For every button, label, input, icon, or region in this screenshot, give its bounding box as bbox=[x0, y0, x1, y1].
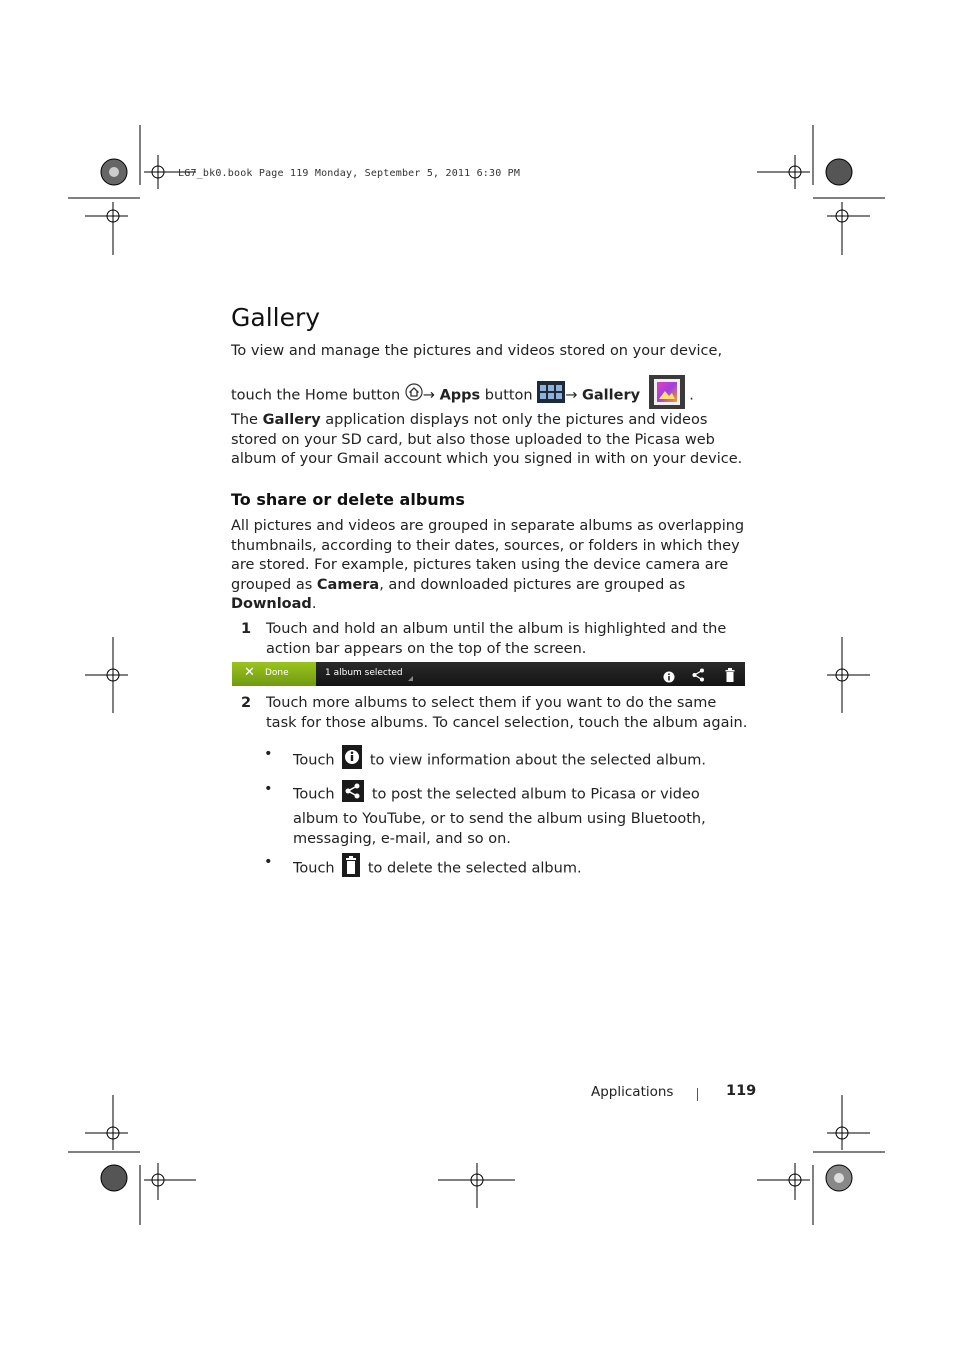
info-icon bbox=[342, 745, 362, 776]
bullet-info-glyph: • bbox=[264, 746, 273, 762]
bullet-share bbox=[293, 780, 743, 850]
intro-touch-home: touch the Home button bbox=[231, 387, 401, 404]
step-1-number: 1 bbox=[241, 621, 252, 637]
para3-part2: , and downloaded pictures are grouped as bbox=[379, 576, 686, 593]
para3-download: Download bbox=[231, 596, 312, 612]
para2-rest: application displays not only the pictures and videos stored on your SD card, but also those uploaded to the Picasa web album of your Gmail account which you signed in with on your device. bbox=[231, 412, 743, 467]
bullet-info-text: to view information about the selected album. bbox=[369, 752, 707, 769]
bullet-info-touch: Touch bbox=[293, 752, 335, 769]
para3-part3: . bbox=[311, 596, 317, 612]
bullet-delete-glyph: • bbox=[264, 854, 273, 870]
bullet-delete-text: to delete the selected album. bbox=[367, 860, 582, 877]
trash-icon bbox=[342, 853, 360, 884]
albums-description bbox=[231, 517, 751, 615]
home-icon bbox=[405, 383, 423, 408]
page-number: 119 bbox=[726, 1083, 757, 1099]
action-bar-screenshot bbox=[232, 662, 745, 686]
selection-count: 1 album selected bbox=[325, 668, 403, 678]
share-icon[interactable] bbox=[692, 667, 705, 686]
para2-the: The bbox=[231, 412, 258, 428]
step-2-number: 2 bbox=[241, 695, 252, 711]
gallery-description bbox=[231, 411, 751, 470]
page-title: Gallery bbox=[231, 303, 321, 332]
done-area[interactable] bbox=[232, 662, 316, 686]
done-label: Done bbox=[265, 668, 289, 678]
gallery-app-icon bbox=[649, 375, 685, 416]
bullet-delete bbox=[293, 853, 743, 884]
intro-period: . bbox=[689, 387, 694, 404]
para2-gallery: Gallery bbox=[262, 412, 321, 428]
footer-section: Applications bbox=[591, 1084, 674, 1100]
bullet-share-glyph: • bbox=[264, 781, 273, 797]
para3-camera: Camera bbox=[316, 576, 380, 593]
print-header: LG7_bk0.book Page 119 Monday, September 5, 2011 6:30 PM bbox=[178, 168, 521, 179]
bullet-share-touch: Touch bbox=[293, 786, 335, 803]
apps-label: Apps bbox=[439, 387, 481, 404]
share-icon bbox=[342, 780, 364, 809]
info-icon[interactable] bbox=[663, 668, 675, 687]
footer-divider bbox=[697, 1088, 698, 1101]
step-2-text: Touch more albums to select them if you want to do the same task for those albums. To cancel selection, touch the album again. bbox=[266, 695, 748, 731]
close-icon: ✕ bbox=[244, 665, 255, 680]
bullet-info bbox=[293, 745, 743, 776]
intro-line2 bbox=[231, 375, 751, 416]
intro-line1: To view and manage the pictures and videos stored on your device, bbox=[231, 343, 723, 359]
para3-part1: All pictures and videos are grouped in separate albums as overlapping thumbnails, according to their dates, sources, or folders in which they are stored. For example, pictures taken using the device camera are grouped as bbox=[231, 518, 745, 593]
gallery-label: Gallery bbox=[582, 387, 641, 404]
button-word: button bbox=[484, 387, 533, 404]
section-heading: To share or delete albums bbox=[231, 490, 465, 509]
step-1-text: Touch and hold an album until the album is highlighted and the action bar appears on the top of the screen. bbox=[266, 621, 727, 657]
arrow-2: → bbox=[565, 387, 578, 404]
arrow-1: → bbox=[422, 387, 435, 404]
bullet-share-text: to post the selected album to Picasa or video album to YouTube, or to send the album using Bluetooth, messaging, e-mail, and so on. bbox=[293, 786, 706, 847]
apps-grid-icon bbox=[537, 381, 565, 410]
bullet-delete-touch: Touch bbox=[293, 860, 335, 877]
dropdown-corner-icon bbox=[408, 676, 413, 681]
trash-icon[interactable] bbox=[725, 667, 735, 686]
